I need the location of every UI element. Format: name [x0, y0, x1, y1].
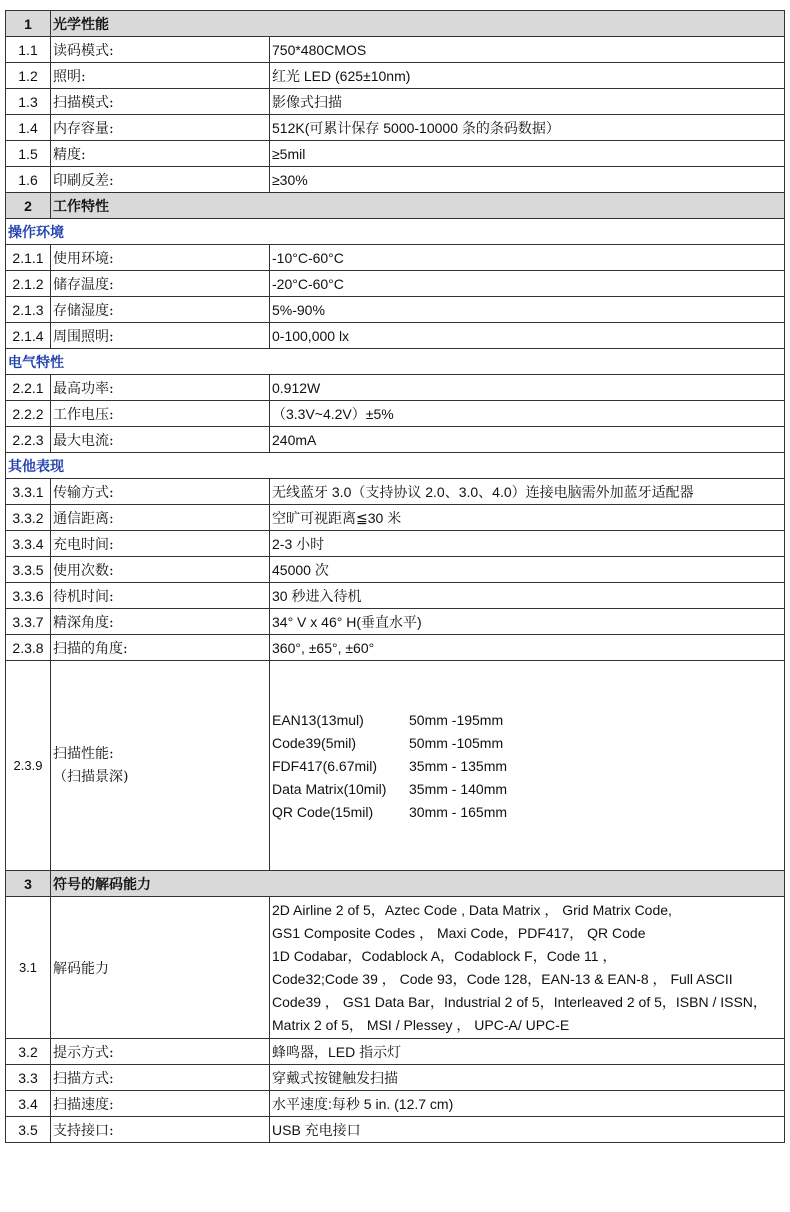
table-row [6, 427, 785, 453]
row-value: USB 充电接口 [270, 1117, 785, 1143]
section-number: 1 [6, 11, 51, 37]
row-value: 0.912W [270, 375, 785, 401]
depth-range: 50mm -195mm [409, 711, 504, 728]
symbology: EAN13(13mul) [272, 711, 364, 728]
table-row [6, 557, 785, 583]
row-label: 读码模式: [51, 37, 270, 63]
row-label: 最大电流: [51, 427, 270, 453]
scan-range-entry [272, 708, 784, 731]
symbology: QR Code(15mil) [272, 803, 374, 820]
row-number: 2.2.1 [6, 375, 51, 401]
section-header-optical [6, 11, 785, 37]
row-label: 存储湿度: [51, 297, 270, 323]
depth-range: 35mm - 140mm [409, 780, 508, 797]
row-value: 影像式扫描 [270, 89, 785, 115]
row-value: ≥5mil [270, 141, 785, 167]
scan-range-entry [272, 800, 784, 823]
section-header-working [6, 193, 785, 219]
row-label: 印刷反差: [51, 167, 270, 193]
row-label: 解码能力 [51, 897, 270, 1039]
symbology: FDF417(6.67mil) [272, 757, 378, 774]
row-number: 2.3.8 [6, 635, 51, 661]
table-row [6, 635, 785, 661]
row-label: 提示方式: [51, 1039, 270, 1065]
row-label: 内存容量: [51, 115, 270, 141]
row-number: 3.3.1 [6, 479, 51, 505]
row-number: 3.5 [6, 1117, 51, 1143]
row-label: 使用次数: [51, 557, 270, 583]
row-value: 穿戴式按键触发扫描 [270, 1065, 785, 1091]
section-title: 光学性能 [51, 11, 785, 37]
section-title: 符号的解码能力 [51, 871, 785, 897]
row-value: 红光 LED (625±10nm) [270, 63, 785, 89]
scan-range-entry [272, 731, 784, 754]
table-row [6, 505, 785, 531]
table-row [6, 1065, 785, 1091]
depth-range: 30mm - 165mm [409, 803, 508, 820]
table-row [6, 271, 785, 297]
row-value: 蜂鸣器，LED 指示灯 [270, 1039, 785, 1065]
row-number: 2.2.3 [6, 427, 51, 453]
table-row [6, 531, 785, 557]
table-row [6, 141, 785, 167]
row-number: 1.2 [6, 63, 51, 89]
spec-table [5, 10, 785, 1143]
section-number: 2 [6, 193, 51, 219]
row-number: 3.3.6 [6, 583, 51, 609]
row-label: 扫描速度: [51, 1091, 270, 1117]
table-row [6, 1117, 785, 1143]
symbology: Data Matrix(10mil) [272, 780, 387, 797]
row-number: 2.1.4 [6, 323, 51, 349]
row-value: -20°C-60°C [270, 271, 785, 297]
decode-line: 2D Airline 2 of 5，Aztec Code , Data Matrix ， Grid Matrix Code, [272, 901, 672, 918]
symbology: Code39(5mil) [272, 734, 357, 751]
row-number: 1.3 [6, 89, 51, 115]
subsection-title: 操作环境 [6, 219, 785, 245]
row-number: 2.2.2 [6, 401, 51, 427]
row-number: 2.1.3 [6, 297, 51, 323]
row-number: 3.1 [6, 897, 51, 1039]
scan-range-label-line2: （扫描景深) [53, 768, 129, 785]
row-value: 无线蓝牙 3.0（支持协议 2.0、3.0、4.0）连接电脑需外加蓝牙适配器 [270, 479, 785, 505]
scan-range-entry [272, 754, 784, 777]
row-value: 5%-90% [270, 297, 785, 323]
scan-range-values [270, 661, 785, 871]
row-number: 3.3 [6, 1065, 51, 1091]
row-number: 1.6 [6, 167, 51, 193]
table-row [6, 37, 785, 63]
section-header-decoding [6, 871, 785, 897]
row-label: 扫描方式: [51, 1065, 270, 1091]
row-number: 1.4 [6, 115, 51, 141]
row-value: 2-3 小时 [270, 531, 785, 557]
row-label: 周围照明: [51, 323, 270, 349]
row-value: 45000 次 [270, 557, 785, 583]
row-label: 待机时间: [51, 583, 270, 609]
row-label: 精度: [51, 141, 270, 167]
row-number: 3.4 [6, 1091, 51, 1117]
table-row [6, 323, 785, 349]
decode-line: Matrix 2 of 5， MSI / Plessey ， UPC-A/ UPC-E [272, 1016, 570, 1033]
row-value: 240mA [270, 427, 785, 453]
table-row [6, 1091, 785, 1117]
decode-line: 1D Codabar，Codablock A，Codablock F，Code 11 ， [272, 947, 617, 964]
row-label [51, 661, 270, 871]
table-row [6, 167, 785, 193]
row-number: 3.3.7 [6, 609, 51, 635]
row-label: 支持接口: [51, 1117, 270, 1143]
row-number: 2.1.2 [6, 271, 51, 297]
row-label: 照明: [51, 63, 270, 89]
row-value: 空旷可视距离≦30 米 [270, 505, 785, 531]
row-label: 储存温度: [51, 271, 270, 297]
row-value: 750*480CMOS [270, 37, 785, 63]
row-value: 512K(可累计保存 5000-10000 条的条码数据） [270, 115, 785, 141]
table-row [6, 375, 785, 401]
row-value: 0-100,000 lx [270, 323, 785, 349]
table-row [6, 297, 785, 323]
table-row [6, 479, 785, 505]
scan-range-row [6, 661, 785, 871]
subsection-electrical [6, 349, 785, 375]
row-value: 水平速度:每秒 5 in. (12.7 cm) [270, 1091, 785, 1117]
depth-range: 35mm - 135mm [409, 757, 508, 774]
row-label: 使用环境: [51, 245, 270, 271]
row-label: 最高功率: [51, 375, 270, 401]
row-number: 3.3.2 [6, 505, 51, 531]
subsection-environment [6, 219, 785, 245]
row-value: 360°, ±65°, ±60° [270, 635, 785, 661]
table-row [6, 583, 785, 609]
row-number: 1.5 [6, 141, 51, 167]
row-label: 扫描的角度: [51, 635, 270, 661]
row-label: 精深角度: [51, 609, 270, 635]
depth-range: 50mm -105mm [409, 734, 504, 751]
row-value: ≥30% [270, 167, 785, 193]
decode-capability-row [6, 897, 785, 1039]
table-row [6, 245, 785, 271]
subsection-title: 其他表现 [6, 453, 785, 479]
table-row [6, 115, 785, 141]
row-number: 2.1.1 [6, 245, 51, 271]
scan-range-label-line1: 扫描性能: [53, 745, 114, 762]
row-value: （3.3V~4.2V）±5% [270, 401, 785, 427]
decode-symbologies [270, 897, 785, 1039]
decode-line: GS1 Composite Codes ， Maxi Code，PDF417， QR Code [272, 924, 646, 941]
row-label: 通信距离: [51, 505, 270, 531]
subsection-title: 电气特性 [6, 349, 785, 375]
row-label: 传输方式: [51, 479, 270, 505]
scan-range-entry [272, 777, 784, 800]
row-value: -10°C-60°C [270, 245, 785, 271]
row-value: 34° V x 46° H(垂直水平) [270, 609, 785, 635]
table-row [6, 609, 785, 635]
row-number: 1.1 [6, 37, 51, 63]
section-number: 3 [6, 871, 51, 897]
table-row [6, 89, 785, 115]
row-label: 工作电压: [51, 401, 270, 427]
row-label: 充电时间: [51, 531, 270, 557]
decode-line: Code32;Code 39 ， Code 93，Code 128，EAN-13 & EAN-8 ， Full ASCII [272, 970, 733, 987]
decode-line: Code39 ， GS1 Data Bar，Industrial 2 of 5，Interleaved 2 of 5，ISBN / ISSN， [272, 993, 767, 1010]
table-row [6, 1039, 785, 1065]
subsection-other [6, 453, 785, 479]
row-number: 3.3.4 [6, 531, 51, 557]
table-row [6, 63, 785, 89]
row-number: 3.3.5 [6, 557, 51, 583]
table-row [6, 401, 785, 427]
row-value: 30 秒进入待机 [270, 583, 785, 609]
row-label: 扫描模式: [51, 89, 270, 115]
row-number: 2.3.9 [6, 661, 51, 871]
section-title: 工作特性 [51, 193, 785, 219]
row-number: 3.2 [6, 1039, 51, 1065]
